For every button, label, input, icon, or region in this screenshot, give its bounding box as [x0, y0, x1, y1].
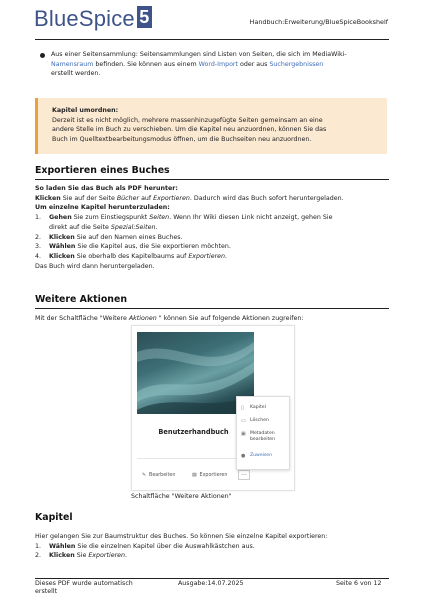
link-word-import[interactable]: Word-Import: [198, 60, 238, 68]
list-item: 4. Klicken Sie oberhalb des Kapitelbaums auf Exportieren.: [35, 252, 228, 260]
edit-button[interactable]: ✎ Bearbeiten: [142, 473, 176, 478]
note-line: Derzeit ist es nicht möglich, mehrere massenhinzugefügte Seiten gemeinsam an eine: [52, 116, 323, 124]
menu-item-metadaten[interactable]: ▣ Metadaten bearbeiten: [241, 431, 276, 442]
export-icon: ▤: [192, 473, 197, 478]
menu-item-zuweisen[interactable]: ● Zuweisen: [241, 453, 273, 459]
link-namensraum[interactable]: Namensraum: [51, 60, 94, 68]
heading-export-line: [35, 179, 389, 180]
list-item: 1. Gehen Sie zum Einstiegspunkt Seiten. Wenn Ihr Wiki diesen Link nicht anzeigt, gehen Sie direkt auf die Seite Spezial:Seiten.: [35, 214, 333, 231]
list-item: 2. Klicken Sie Exportieren.: [35, 552, 128, 560]
bullet-icon: [40, 53, 45, 58]
link-suchergebnisse[interactable]: Suchergebnissen: [269, 60, 324, 68]
more-actions-button[interactable]: ...: [238, 470, 250, 480]
chapter-section: Hier gelangen Sie zur Baumstruktur des Buches. So können Sie einzelne Kapitel exportieren: 1. Wählen Sie die einzelnen Kapitel über die Auswahlkästchen aus. 2. Klicken Sie Exportieren.: [35, 532, 385, 561]
footer-generated: Dieses PDF wurde automatisch erstellt: [35, 580, 133, 596]
menu-item-kapitel[interactable]: ▯ Kapitel: [241, 405, 266, 411]
more-actions-menu: [236, 396, 290, 470]
more-intro: Mit der Schaltfläche "Weitere Aktionen " können Sie auf folgende Aktionen zugreifen:: [35, 315, 304, 322]
screenshot-card: [131, 325, 295, 491]
heading-chapter: Kapitel: [35, 512, 73, 523]
image-caption: Schaltfläche "Weitere Aktionen": [131, 493, 232, 500]
export-section: So laden Sie das Buch als PDF herunter: Klicken Sie auf der Seite Bücher auf Exportieren. Dadurch wird das Buch sofort heruntergeladen. Um einzelne Kapitel herunterzuladen: 1. Gehen Sie zum Einstiegspunkt Seiten. Wenn Ihr Wiki diesen Link nicht anzeigt, gehen Sie direkt auf die Seite Spezial:Seiten. 2. Klicken Sie auf den Namen eines Buches. 3. Wählen Sie die Kapitel aus, die Sie exportieren möchten. 4. Klicken Sie oberhalb des Kapitelbaums auf Exportieren. Das Buch wird dann heruntergeladen.: [35, 184, 385, 271]
note-title: Kapitel umordnen:: [52, 107, 119, 114]
list-item: 1. Wählen Sie die einzelnen Kapitel über die Auswahlkästchen aus.: [35, 542, 255, 550]
pencil-icon: ✎: [142, 473, 147, 478]
header-divider: [35, 39, 389, 40]
list-item: 3. Wählen Sie die Kapitel aus, die Sie exportieren möchten.: [35, 243, 231, 251]
footer-date: Ausgabe:14.07.2025: [178, 580, 244, 587]
footer-page: Seite 6 von 12: [336, 580, 382, 587]
bluespice-logo: BlueSpice 5: [34, 6, 152, 32]
logo-number: 5: [137, 6, 152, 28]
heading-export: Exportieren eines Buches: [35, 165, 170, 176]
book-title: Benutzerhandbuch: [158, 428, 229, 436]
breadcrumb: Handbuch:Erweiterung/BlueSpiceBookshelf: [249, 18, 388, 26]
metadata-icon: ▣: [241, 431, 246, 437]
note-line: andere Stelle im Buch zu verschieben. Um die Kapitel neu anzuordnen, können Sie das: [52, 126, 327, 134]
trash-icon: ▭: [241, 418, 246, 424]
list-item: 2. Klicken Sie auf den Namen eines Buches.: [35, 233, 183, 241]
footer-divider: [35, 578, 389, 579]
document-icon: ▯: [241, 405, 244, 411]
menu-item-loeschen[interactable]: ▭ Löschen: [241, 418, 269, 424]
note-line: Buch im Quelltextbearbeitungsmodus öffnen, um die Buchseiten neu anzuordnen.: [52, 136, 312, 144]
note-box: [35, 98, 387, 154]
bullet-text: Aus einer Seitensammlung: Seitensammlungen sind Listen von Seiten, die sich im MediaWiki- Namensraum befinden. Sie können aus einem Word-Import oder aus Suchergebnissen erstellt werden.: [51, 51, 347, 78]
heading-more-line: [35, 308, 389, 309]
heading-more-actions: Weitere Aktionen: [35, 294, 127, 305]
export-button[interactable]: ▤ Exportieren: [192, 473, 228, 478]
user-icon: ●: [241, 453, 246, 459]
